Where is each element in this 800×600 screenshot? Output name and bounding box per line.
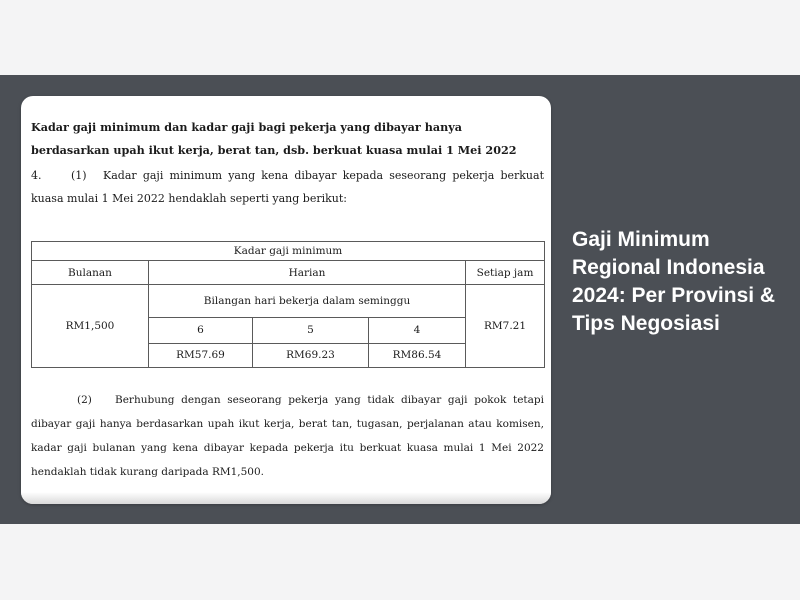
document-image-card: [21, 96, 551, 504]
days-6: 6: [149, 317, 253, 343]
item-1-sub: (1): [71, 169, 87, 182]
header-monthly: Bulanan: [32, 261, 149, 285]
item-2-text: Berhubung dengan seseorang pekerja yang tidak dibayar gaji pokok tetapi dibayar gaji hanya berdasarkan upah ikut kerja, berat tan, tugasan, perjalanan atau komisen, kadar gaji bulanan yang kena dibayar kepada pekerja itu berkuat kuasa mulai 1 Mei 2022 hendaklah tidak kurang daripada RM1,500.: [31, 394, 544, 478]
table-caption: Kadar gaji minimum: [32, 242, 545, 261]
article-title: Gaji Minimum Regional Indonesia 2024: Per Provinsi & Tips Negosiasi: [572, 228, 776, 335]
daily-value-4: RM86.54: [369, 343, 466, 367]
days-label: Bilangan hari bekerja dalam seminggu: [149, 285, 466, 317]
hourly-value: RM7.21: [466, 285, 545, 368]
daily-value-5: RM69.23: [253, 343, 369, 367]
item-2-sub: (2): [77, 394, 92, 406]
item-2-paragraph: [31, 388, 544, 484]
days-5: 5: [253, 317, 369, 343]
days-4: 4: [369, 317, 466, 343]
item-1-paragraph: [31, 164, 544, 210]
document-body: [31, 116, 544, 210]
item-1-text: Kadar gaji minimum yang kena dibayar kepada seseorang pekerja berkuat kuasa mulai 1 Mei 2022 hendaklah seperti yang berikut:: [31, 169, 544, 205]
document-heading: Kadar gaji minimum dan kadar gaji bagi pekerja yang dibayar hanya berdasarkan upah ikut kerja, berat tan, dsb. berkuat kuasa mulai 1 Mei 2022: [31, 120, 517, 157]
daily-value-6: RM57.69: [149, 343, 253, 367]
header-hourly: Setiap jam: [466, 261, 545, 285]
item-1-number: 4.: [31, 169, 42, 182]
header-daily: Harian: [149, 261, 466, 285]
minimum-wage-table: [31, 241, 545, 368]
monthly-value: RM1,500: [32, 285, 149, 368]
card-bottom-edge: [21, 492, 551, 504]
